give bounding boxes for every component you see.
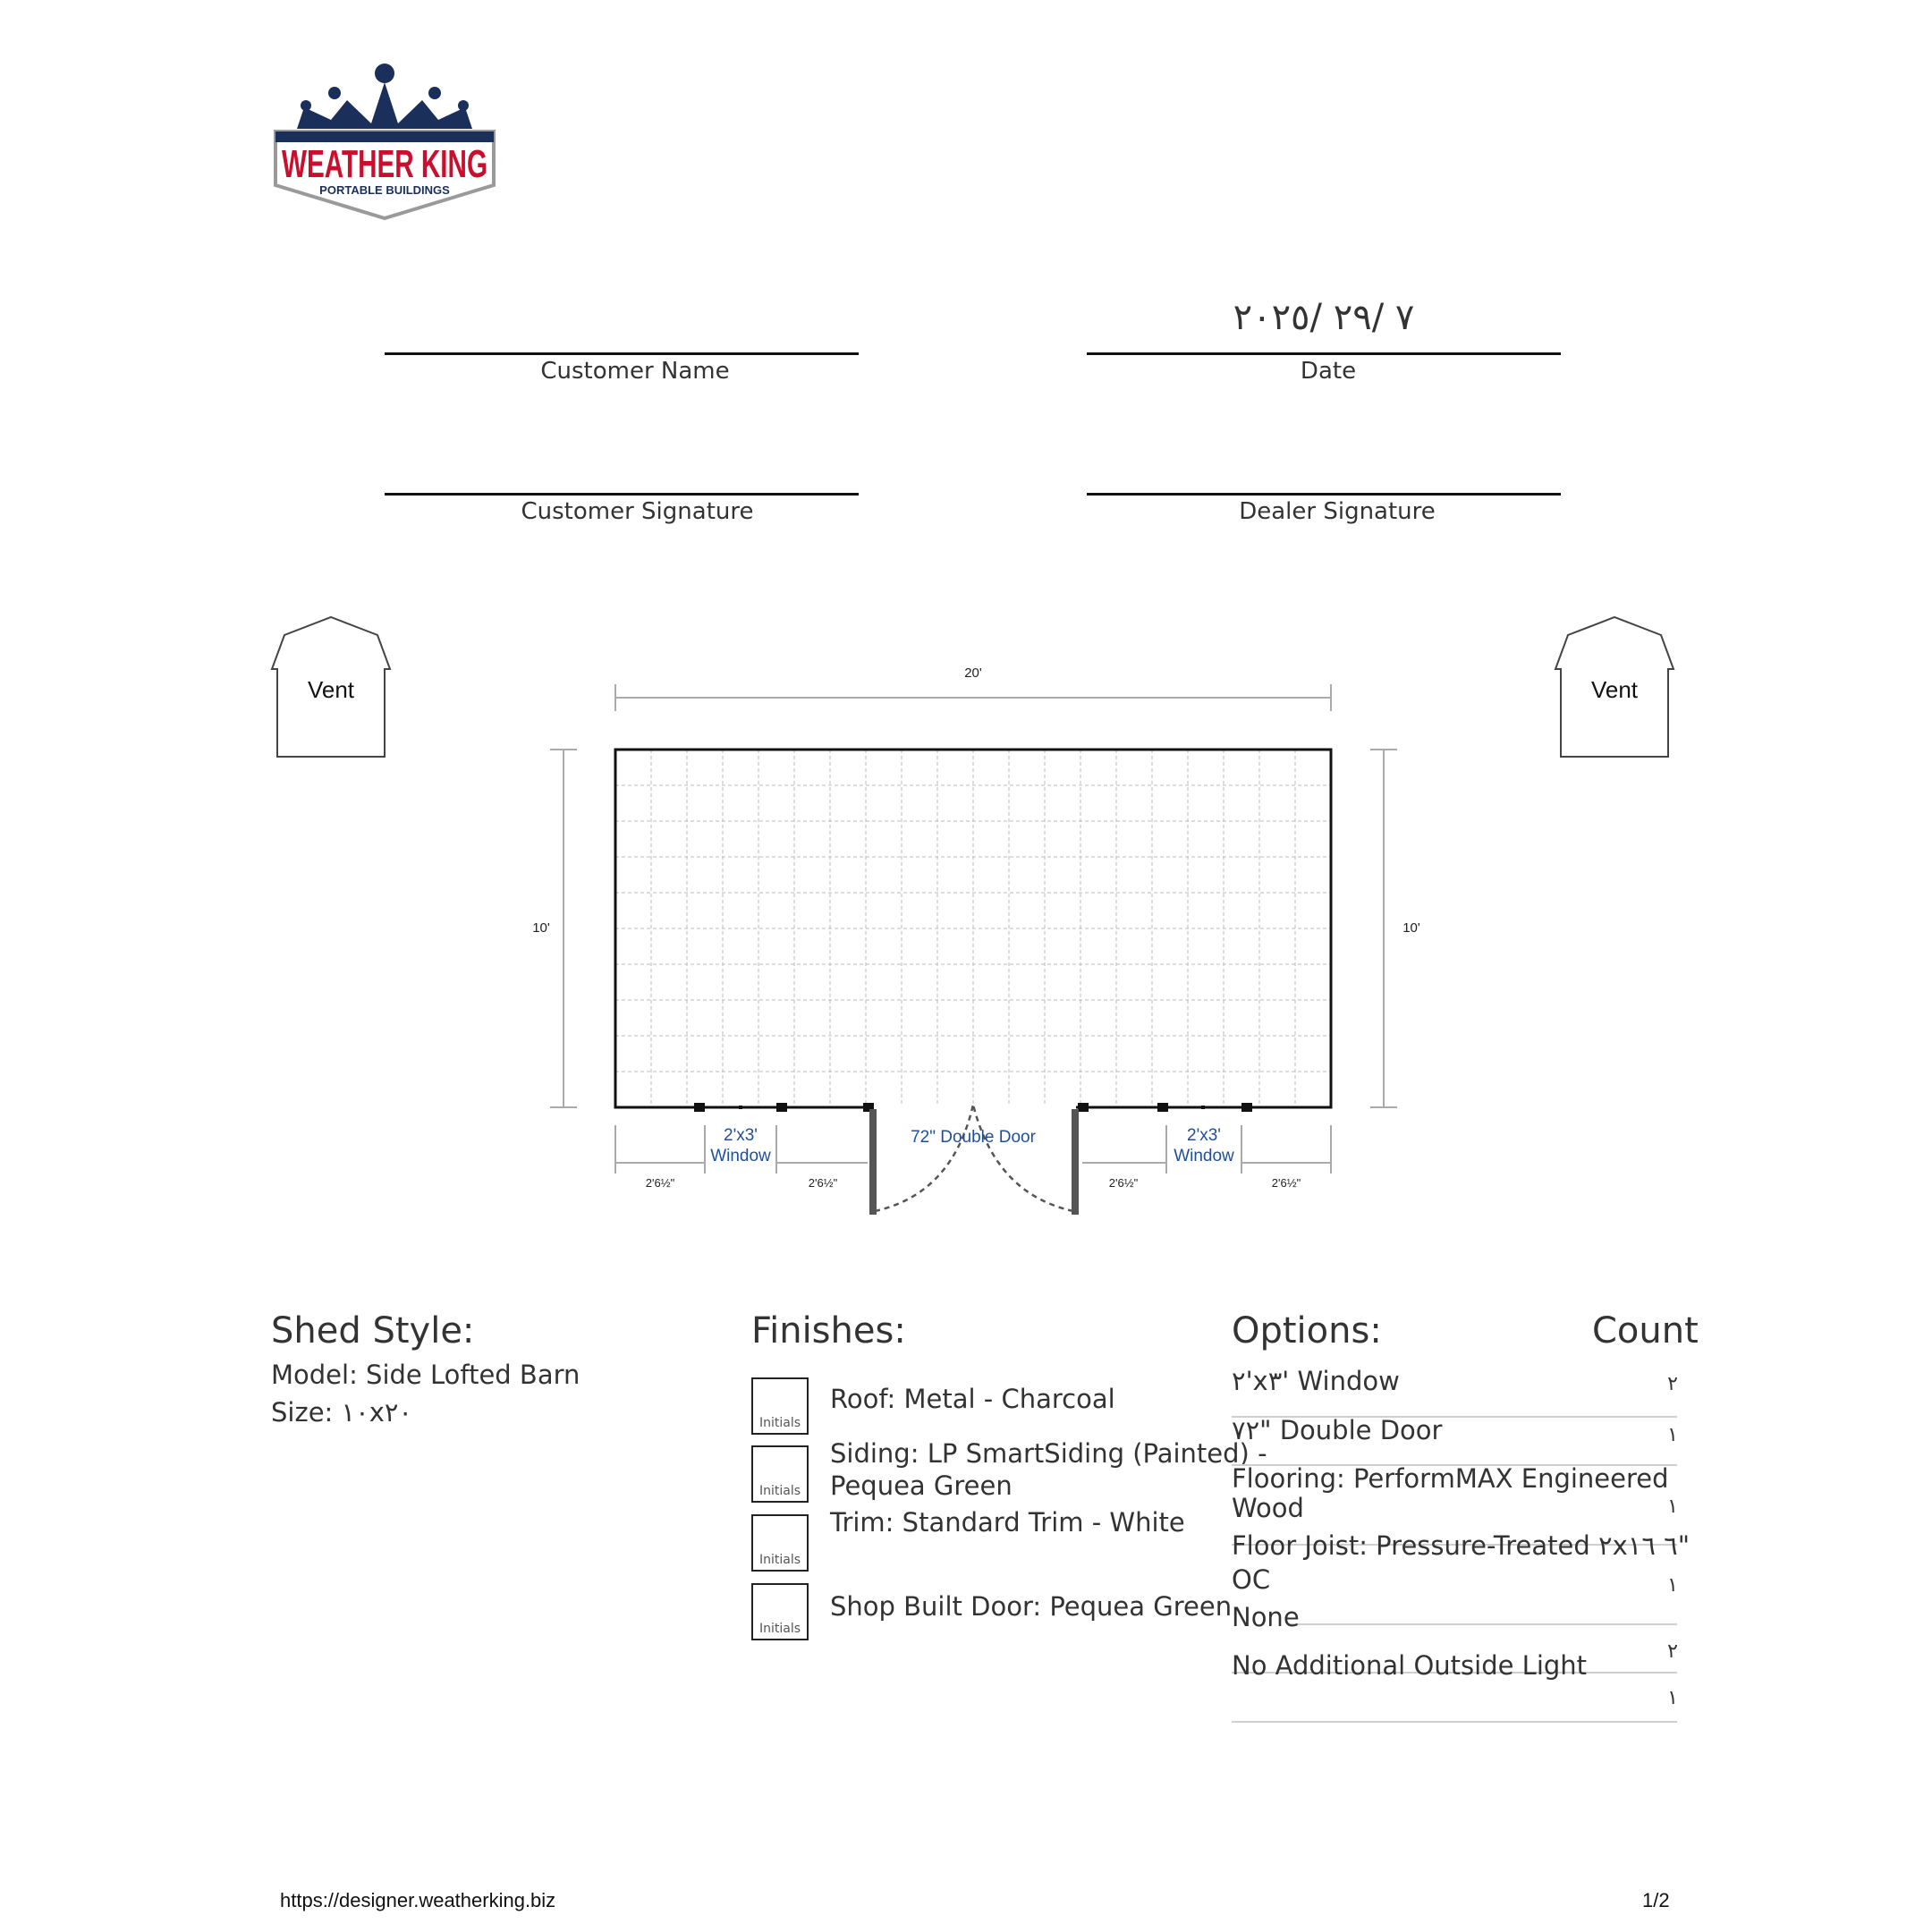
- shed-model: Model: Side Lofted Barn: [271, 1360, 580, 1390]
- dim-label-3: 2'6½": [1108, 1176, 1139, 1190]
- width-dimension-label: 20': [964, 665, 982, 681]
- initials-box-door[interactable]: Initials: [751, 1583, 809, 1640]
- option-flooring-count: ١: [1667, 1496, 1678, 1518]
- customer-signature-label: Customer Signature: [521, 498, 754, 525]
- floor-plan: [510, 653, 1449, 1234]
- dim-label-2: 2'6½": [808, 1176, 838, 1190]
- left-window-label-name: Window: [710, 1147, 771, 1165]
- count-title: Count: [1592, 1310, 1699, 1352]
- left-door-post: [869, 1109, 877, 1215]
- date-line: [1087, 352, 1561, 355]
- dealer-signature-line: [1087, 493, 1561, 496]
- finish-siding: Siding: LP SmartSiding (Painted) -: [830, 1438, 1267, 1469]
- left-door-swing: [875, 1105, 973, 1211]
- right-window-label-size: 2'x3': [1187, 1126, 1221, 1145]
- date-value: ٧ /٢٩ /٢٠٢٥: [1233, 297, 1415, 338]
- option-none: None: [1232, 1602, 1300, 1632]
- option-floor-joist-count: ١: [1667, 1574, 1678, 1597]
- option-floor-joist: Floor Joist: Pressure-Treated ٢x٦ ١٦": [1232, 1530, 1690, 1561]
- weather-king-logo: [268, 55, 501, 225]
- dealer-signature-label: Dealer Signature: [1239, 498, 1436, 525]
- right-door-post: [1072, 1109, 1079, 1215]
- option-floor-joist-cont: OC: [1232, 1564, 1271, 1595]
- right-height-dimension-label: 10': [1402, 920, 1420, 936]
- option-flooring: Flooring: PerformMAX Engineered: [1232, 1463, 1669, 1494]
- initials-box-trim[interactable]: Initials: [751, 1514, 809, 1572]
- logo-tagline: PORTABLE BUILDINGS: [319, 183, 450, 197]
- options-title: Options:: [1232, 1310, 1382, 1352]
- option-window: ٢'x٣' Window: [1232, 1366, 1400, 1396]
- page-number: 1/2: [1642, 1889, 1670, 1911]
- option-outside-light: No Additional Outside Light: [1232, 1650, 1588, 1681]
- option-double-door: ٧٢" Double Door: [1232, 1415, 1443, 1445]
- option-double-door-count: ١: [1667, 1424, 1678, 1446]
- footer-url[interactable]: https://designer.weatherking.biz: [280, 1889, 556, 1911]
- left-height-dimension-label: 10': [532, 920, 550, 936]
- option-none-count: ٢: [1667, 1640, 1678, 1663]
- date-label: Date: [1300, 358, 1357, 385]
- finishes-title: Finishes:: [751, 1310, 906, 1352]
- logo-wordmark: WEATHER KING: [282, 142, 487, 186]
- right-door-swing: [973, 1105, 1073, 1211]
- finish-shop-door: Shop Built Door: Pequea Green: [830, 1591, 1233, 1622]
- customer-name-line: [385, 352, 859, 355]
- option-flooring-cont: Wood: [1232, 1493, 1304, 1523]
- left-vent-label: Vent: [307, 676, 355, 703]
- initials-box-siding[interactable]: Initials: [751, 1445, 809, 1503]
- floor-grid: [615, 750, 1331, 1107]
- initials-box-roof[interactable]: Initials: [751, 1377, 809, 1435]
- option-outside-light-count: ١: [1667, 1687, 1678, 1709]
- customer-signature-line: [385, 493, 859, 496]
- option-divider: [1232, 1721, 1677, 1723]
- right-vent-label: Vent: [1590, 676, 1639, 703]
- double-door-label: 72" Double Door: [911, 1128, 1036, 1147]
- finish-roof: Roof: Metal - Charcoal: [830, 1384, 1115, 1414]
- left-window-label-size: 2'x3': [724, 1126, 758, 1145]
- option-divider: [1288, 1623, 1677, 1625]
- shed-style-title: Shed Style:: [271, 1310, 475, 1352]
- customer-name-label: Customer Name: [540, 358, 730, 385]
- shed-size: Size: ١٠x٢٠: [271, 1397, 413, 1428]
- dim-label-4: 2'6½": [1271, 1176, 1301, 1190]
- right-window-label-name: Window: [1174, 1147, 1234, 1165]
- dim-label-1: 2'6½": [645, 1176, 675, 1190]
- finish-trim: Trim: Standard Trim - White: [830, 1507, 1185, 1538]
- finish-siding-cont: Pequea Green: [830, 1470, 1013, 1501]
- option-window-count: ٢: [1667, 1373, 1678, 1395]
